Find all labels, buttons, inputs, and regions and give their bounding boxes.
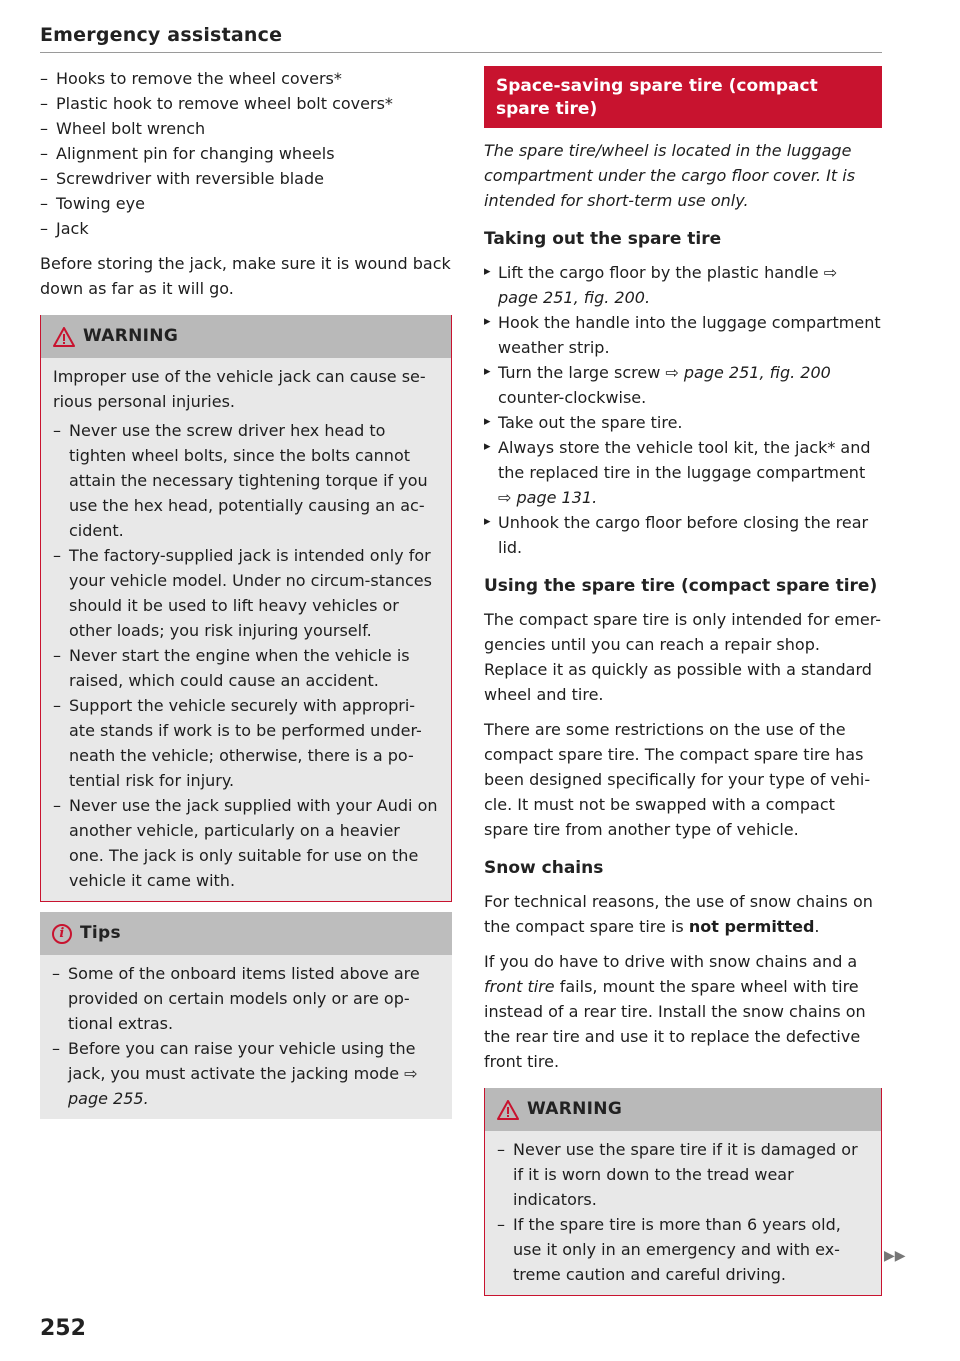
list-item: – Alignment pin for changing wheels: [40, 141, 452, 166]
list-item: – Never start the engine when the vehicle is raised, which could cause an accident.: [53, 643, 439, 693]
jack-storage-note: Before storing the jack, make sure it is wound back down as far as it will go.: [40, 254, 451, 298]
step-text: Always store the vehicle tool kit, the jack* and the replaced tire in the luggage compartment: [498, 438, 871, 482]
paragraph: There are some restrictions on the use of the compact spare tire. The compact spare tire has been designed specifically for your type of vehi-cle. It must not be swapped with a compact spare tire from another type of vehicle.: [484, 720, 871, 839]
subheading-snow-chains: Snow chains: [484, 858, 604, 878]
page-reference-link[interactable]: ⇨ page 255.: [68, 1064, 418, 1108]
warning-intro: Improper use of the vehicle jack can cause se-rious personal injuries.: [53, 367, 426, 411]
continue-arrow-icon: ▶▶: [884, 1248, 906, 1264]
warning-title: WARNING: [83, 326, 179, 346]
step-item: [484, 435, 882, 510]
list-item: – The factory-supplied jack is intended only for your vehicle model. Under no circum-stances should it be used to lift heavy vehicles or other loads; you risk injuring yourself.: [53, 543, 439, 643]
subheading-using: Using the spare tire (compact spare tire): [484, 576, 878, 596]
step-item: ▸ Unhook the cargo floor before closing the rear lid.: [484, 510, 882, 560]
list-item: – If the spare tire is more than 6 years old, use it only in an emergency and with ex-treme caution and careful driving.: [497, 1212, 869, 1287]
text: fails, mount the spare wheel with tire instead of a rear tire. Install the snow chains on the rear tire and use it to replace the defective front tire.: [484, 977, 866, 1071]
step-item: ▸ Hook the handle into the luggage compartment weather strip.: [484, 310, 882, 360]
step-text: Lift the cargo floor by the plastic handle: [498, 263, 819, 282]
list-item: – Never use the spare tire if it is damaged or if it is worn down to the tread wear indicators.: [497, 1137, 869, 1212]
warning-body: [41, 358, 451, 901]
paragraph: [484, 949, 882, 1074]
warning-list: [53, 418, 439, 893]
tips-header: [40, 912, 452, 955]
list-item: – Wheel bolt wrench: [40, 116, 452, 141]
emphasis: front tire: [484, 977, 555, 996]
step-item: [484, 360, 882, 410]
list-item: – Screwdriver with reversible blade: [40, 166, 452, 191]
page-header-title: Emergency assistance: [40, 24, 283, 46]
section-intro: The spare tire/wheel is located in the luggage compartment under the cargo floor cover. It is intended for short-term use only.: [484, 141, 856, 210]
list-item: – Plastic hook to remove wheel bolt covers*: [40, 91, 452, 116]
subheading-taking-out: Taking out the spare tire: [484, 229, 722, 249]
list-item: – Jack: [40, 216, 452, 241]
tips-box: [40, 912, 452, 1119]
page-number: 252: [40, 1316, 86, 1341]
paragraph: [484, 889, 882, 939]
section-title: Space-saving spare tire (compact spare tire): [484, 66, 882, 128]
steps-list: [484, 260, 882, 560]
list-item: – Towing eye: [40, 191, 452, 216]
page-reference-link[interactable]: ⇨ page 251, fig. 200.: [498, 263, 838, 307]
tips-list: [52, 961, 440, 1111]
list-item: – Some of the onboard items listed above are provided on certain models only or are op-tional extras.: [52, 961, 440, 1036]
warning-body: [485, 1131, 881, 1295]
text: If you do have to drive with snow chains and a: [484, 952, 858, 971]
step-item: ▸ Take out the spare tire.: [484, 410, 882, 435]
list-item: – Never use the jack supplied with your Audi on another vehicle, particularly on a heavier one. The jack is only suitable for use on the vehicle it came with.: [53, 793, 439, 893]
warning-header: [485, 1088, 881, 1131]
page-reference-link[interactable]: ⇨ page 131.: [498, 488, 598, 507]
text: .: [814, 917, 820, 936]
tool-kit-list: [40, 66, 452, 241]
list-item: – Support the vehicle securely with appropri-ate stands if work is to be performed under-neath the vehicle; otherwise, there is a po-tential risk for injury.: [53, 693, 439, 793]
paragraph: The compact spare tire is only intended for emer-gencies until you can reach a repair shop. Replace it as quickly as possible with a standard wheel and tire.: [484, 610, 882, 704]
step-text: Turn the large screw: [498, 363, 661, 382]
warning-title: WARNING: [527, 1099, 623, 1119]
warning-box: [484, 1088, 882, 1296]
warning-header: [41, 315, 451, 358]
info-icon: i: [52, 924, 72, 944]
header-divider: [40, 52, 882, 53]
list-item: [52, 1036, 440, 1111]
tips-body: [40, 955, 452, 1119]
emphasis: not permitted: [688, 917, 815, 936]
step-item: [484, 260, 882, 310]
list-item: – Never use the screw driver hex head to tighten wheel bolts, since the bolts cannot attain the necessary tightening torque if you use the hex head, potentially causing an ac-cident.: [53, 418, 439, 543]
text: For technical reasons, the use of snow chains on the compact spare tire is: [484, 892, 873, 936]
list-item: – Hooks to remove the wheel covers*: [40, 66, 452, 91]
page-reference-link[interactable]: ⇨ page 251, fig. 200: [665, 363, 831, 382]
right-column: [484, 66, 882, 1306]
left-column: [40, 66, 452, 1129]
warning-triangle-icon: [53, 327, 75, 347]
warning-box: [40, 315, 452, 902]
step-text: counter-clockwise.: [498, 388, 647, 407]
tips-title: Tips: [80, 923, 121, 943]
warning-list: [497, 1137, 869, 1287]
tip-text: Before you can raise your vehicle using the jack, you must activate the jacking mode: [68, 1039, 416, 1083]
warning-triangle-icon: [497, 1100, 519, 1120]
